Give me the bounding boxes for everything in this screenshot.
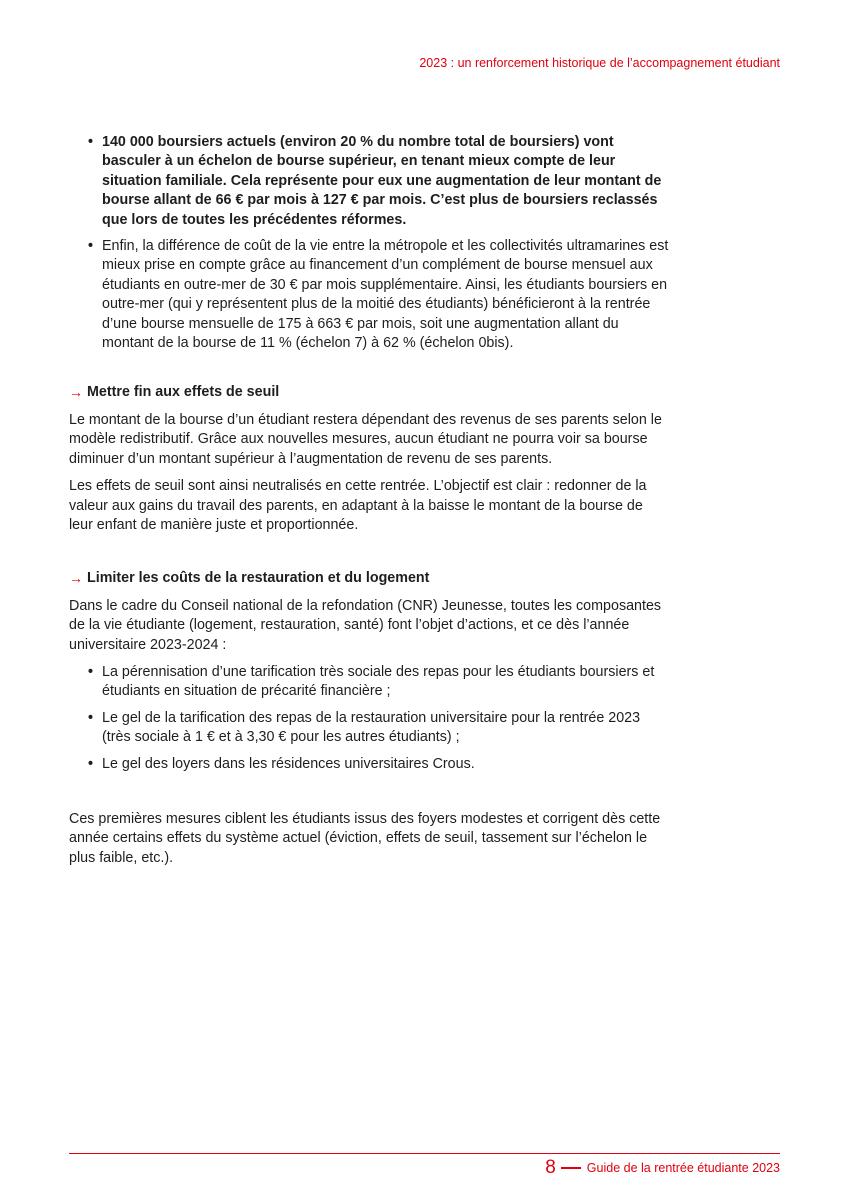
paragraph: Dans le cadre du Conseil national de la refondation (CNR) Jeunesse, toutes les composantes de la vie étudiante (logement, restauration, santé) font l’objet d’actions, et ce dès l’année universitaire 2023-2024 : bbox=[69, 597, 662, 653]
measures-bullet-list bbox=[69, 663, 669, 774]
arrow-right-icon: → bbox=[69, 384, 83, 401]
page-number: 8 bbox=[545, 1157, 556, 1178]
section-heading bbox=[69, 383, 669, 402]
arrow-right-icon: → bbox=[69, 570, 83, 587]
list-item: • La pérennisation d’une tarification très sociale des repas pour les étudiants boursiers et étudiants en situation de précarité financière ; bbox=[69, 663, 669, 702]
footer-title: Guide de la rentrée étudiante 2023 bbox=[586, 1161, 780, 1175]
closing-paragraph: Ces premières mesures ciblent les étudiants issus des foyers modestes et corrigent dès cette année certains effets du système actuel (éviction, effets de seuil, tassement sur l’échelon le plus faible, etc.). bbox=[69, 810, 661, 866]
footer-dash bbox=[561, 1167, 581, 1169]
list-item: • Enfin, la différence de coût de la vie entre la métropole et les collectivités ultramarines est mieux prise en compte grâce au financement d’un complément de bourse mensuel aux étudiants en outre-mer de 30 € par mois supplémentaire. Ainsi, les étudiants boursiers en outre-mer (qui y représentent plus de la moitié des étudiants) bénéficieront à la rentrée d’une bourse mensuelle de 175 à 663 € par mois, soit une augmentation allant du montant de la bourse de 11 % (échelon 7) à 62 % (échelon 0bis). bbox=[69, 237, 669, 353]
running-header: 2023 : un renforcement historique de l’accompagnement étudiant bbox=[419, 56, 780, 70]
section-title: Mettre fin aux effets de seuil bbox=[87, 384, 280, 401]
list-item: • Le gel des loyers dans les résidences universitaires Crous. bbox=[69, 755, 669, 774]
section-heading bbox=[69, 569, 669, 588]
list-item: • Le gel de la tarification des repas de la restauration universitaire pour la rentrée 2023 (très sociale à 1 € et à 3,30 € pour les autres étudiants) ; bbox=[69, 709, 669, 748]
page-content bbox=[69, 133, 669, 876]
list-item: • 140 000 boursiers actuels (environ 20 % du nombre total de boursiers) vont basculer à un échelon de bourse supérieur, en tenant mieux compte de leur situation familiale. Cela représente pour eux une augmentation de leur montant de bourse allant de 66 € par mois à 127 € par mois. C’est plus de boursiers reclassés que lors de toutes les précédentes réformes. bbox=[69, 133, 669, 230]
paragraph: Le montant de la bourse d’un étudiant restera dépendant des revenus de ses parents selon le modèle redistributif. Grâce aux nouvelles mesures, aucun étudiant ne pourra voir sa bourse diminuer d’un montant supérieur à l’augmentation de revenu de ses parents. bbox=[69, 411, 662, 467]
paragraph: Les effets de seuil sont ainsi neutralisés en cette rentrée. L’objectif est clair : redonner de la valeur aux gains du travail des parents, en adaptant à la baisse le montant de la bourse de leur enfant de manière juste et proportionnée. bbox=[69, 478, 647, 533]
section-title: Limiter les coûts de la restauration et du logement bbox=[87, 570, 430, 587]
footer-divider bbox=[69, 1153, 780, 1154]
page-footer bbox=[545, 1157, 780, 1179]
intro-bullet-list bbox=[69, 133, 669, 353]
